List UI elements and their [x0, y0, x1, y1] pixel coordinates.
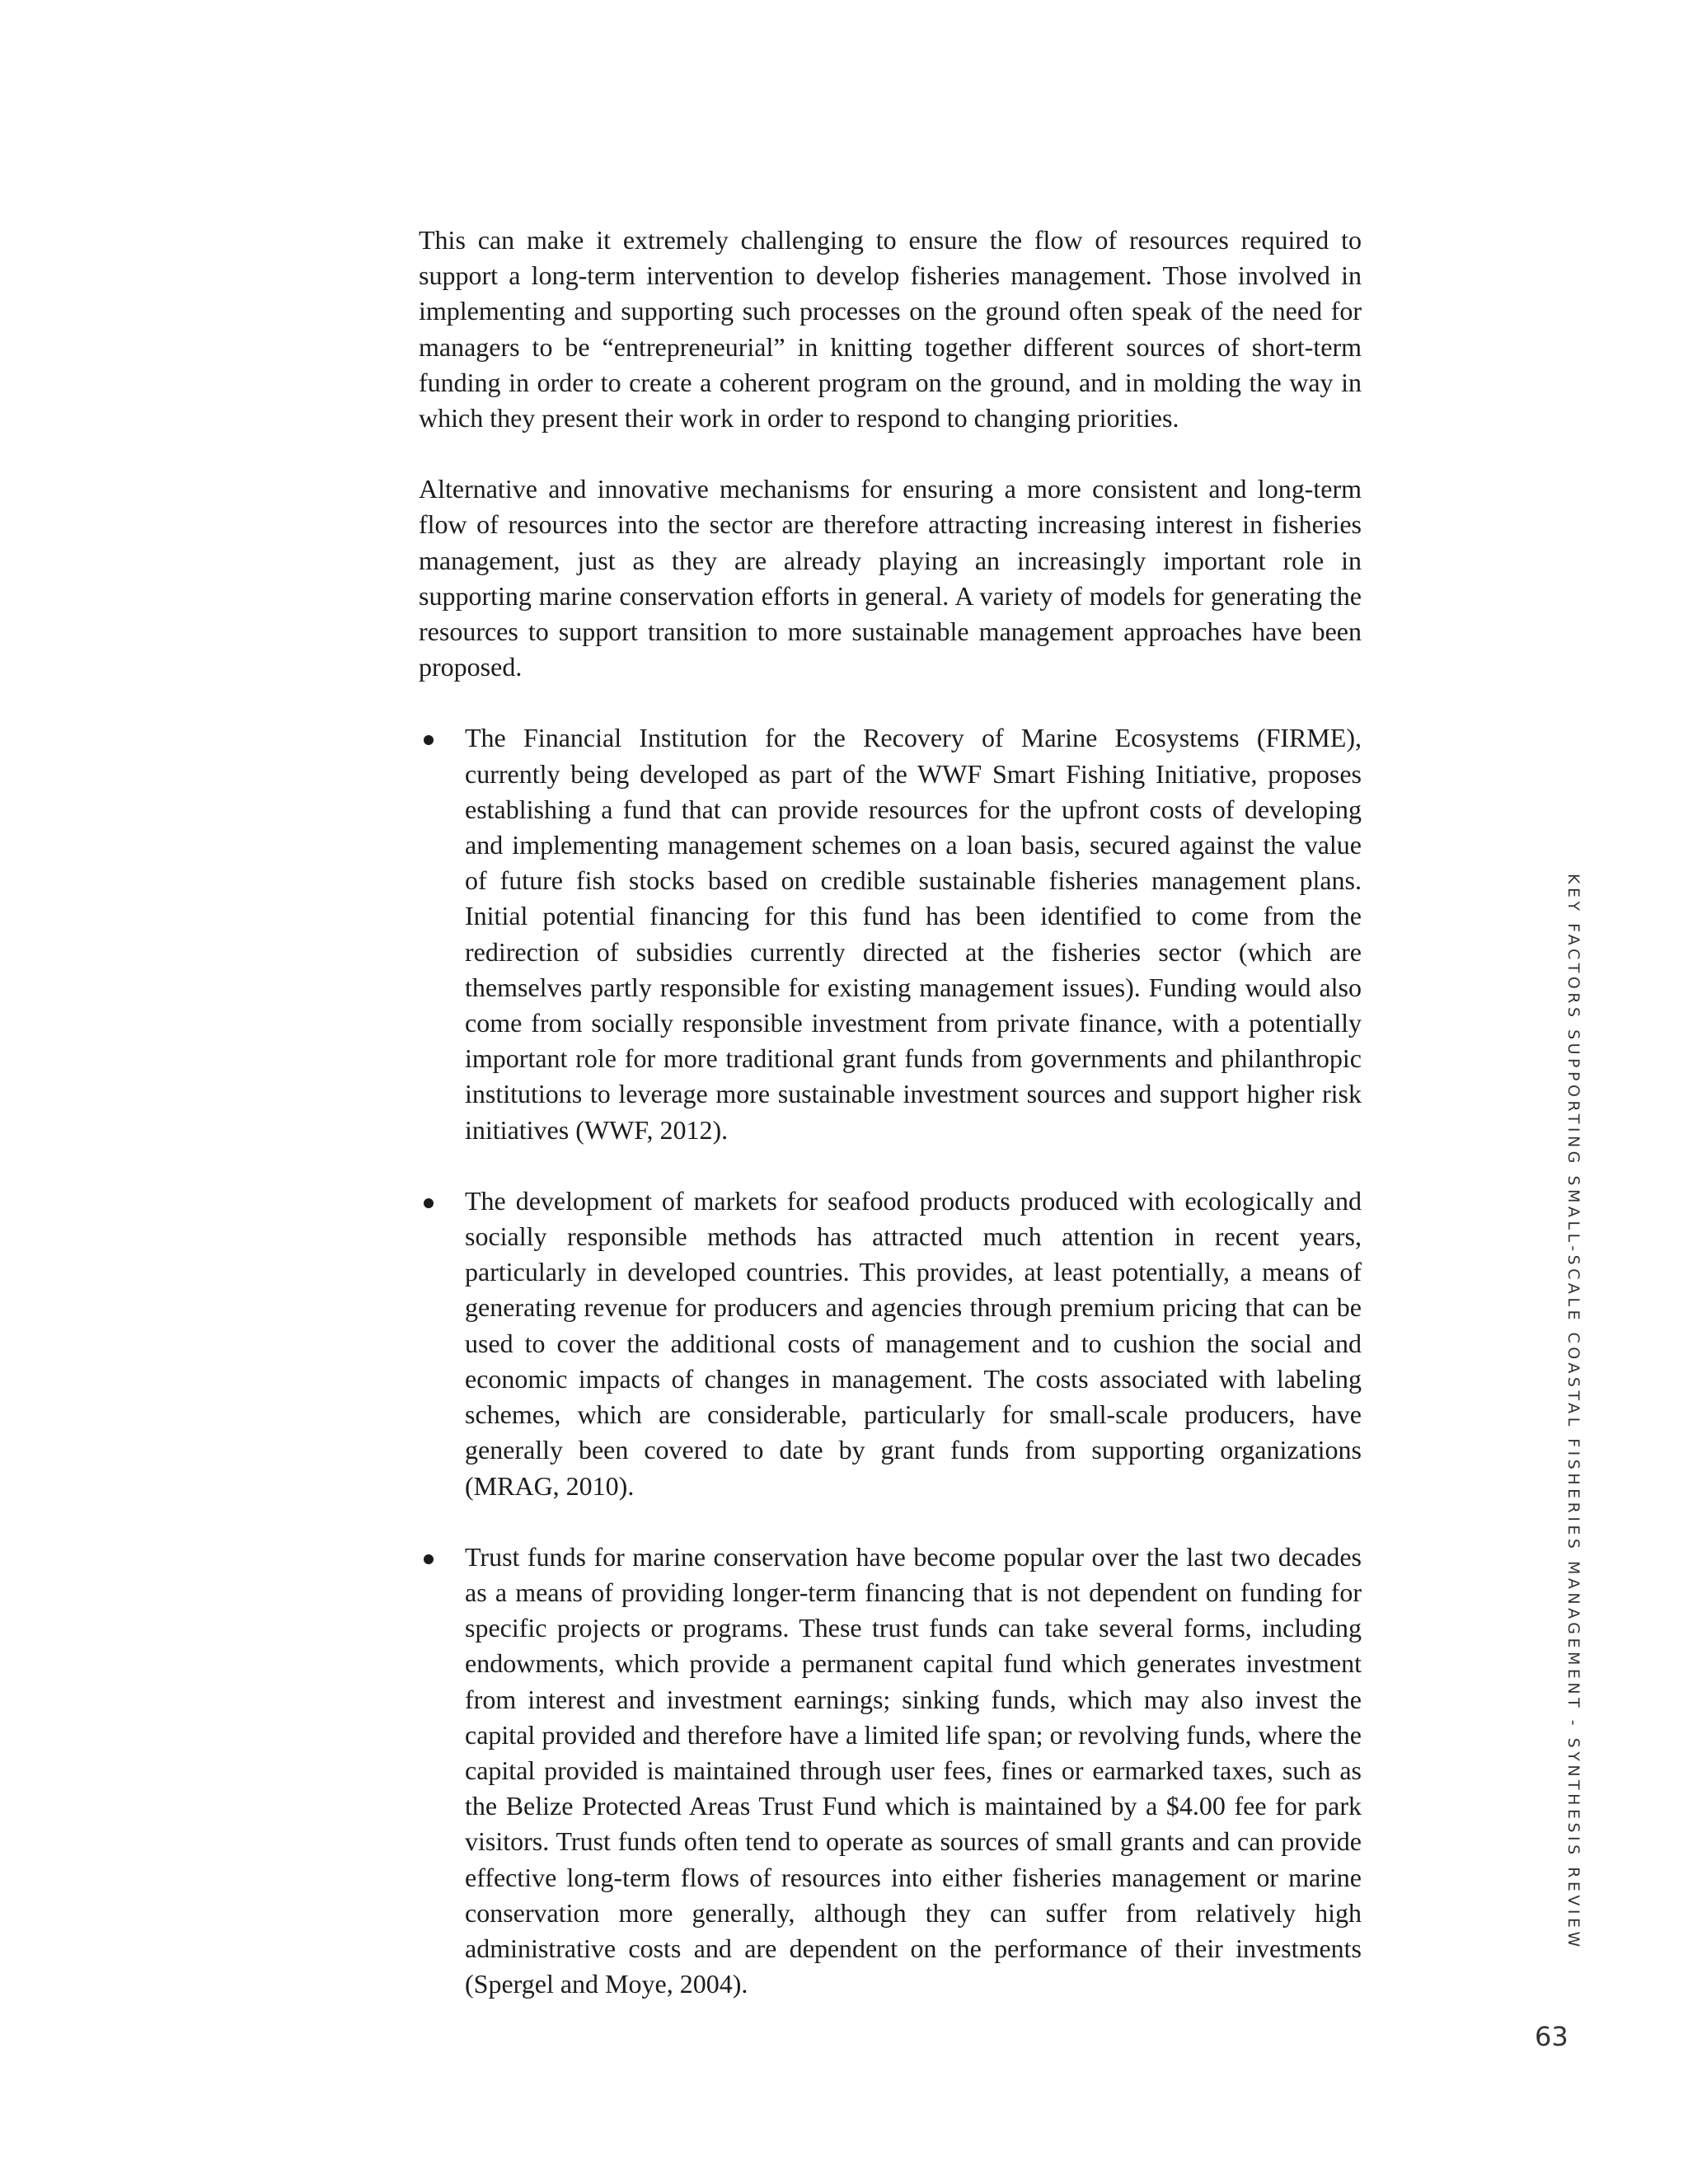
- bullet-icon: [424, 1554, 434, 1564]
- bullet-icon: [424, 1198, 434, 1208]
- list-item: [419, 1183, 1362, 1504]
- body-text: [419, 223, 1362, 2037]
- bullet-icon: [424, 735, 434, 745]
- bullet-text: Trust funds for marine conservation have become popular over the last two decades as a means of providing longer-term financing that is not dependent on funding for specific projects or programs. These trust funds can take several forms, including endowments, which provide a permanent capital fund which generates investment from interest and investment earnings; sinking funds, which may also invest the capital provided and therefore have a limited life span; or revolving funds, where the capital provided is maintained through user fees, fines or earmarked taxes, such as the Belize Protected Areas Trust Fund which is maintained by a $4.00 fee for park visitors. Trust funds often tend to operate as sources of small grants and can provide effective long-term flows of resources into either fisheries management or marine conservation more generally, although they can suffer from relatively high administrative costs and are dependent on the performance of their investments (Spergel and Moye, 2004).: [465, 1541, 1362, 1999]
- bullet-list: [419, 720, 1362, 2002]
- list-item: [419, 1540, 1362, 2003]
- running-header: KEY FACTORS SUPPORTING SMALL-SCALE COASTAL FISHERIES MANAGEMENT - SYNTHESIS REVIEW: [1564, 874, 1582, 1951]
- bullet-text: The development of markets for seafood products produced with ecologically and socially responsible methods has attracted much attention in recent years, particularly in developed countries. This provides, at least potentially, a means of generating revenue for producers and agencies through premium pricing that can be used to cover the additional costs of management and to cushion the social and economic impacts of changes in management. The costs associated with labeling schemes, which are considerable, particularly for small-scale producers, have generally been covered to date by grant funds from supporting organizations (MRAG, 2010).: [465, 1185, 1362, 1501]
- bullet-text: The Financial Institution for the Recovery of Marine Ecosystems (FIRME), currently being developed as part of the WWF Smart Fishing Initiative, proposes establishing a fund that can provide resources for the upfront costs of developing and implementing management schemes on a loan basis, secured against the value of future fish stocks based on credible sustainable fisheries management plans. Initial potential financing for this fund has been identified to come from the redirection of subsidies currently directed at the fisheries sector (which are themselves partly responsible for existing management issues). Funding would also come from socially responsible investment from private finance, with a potentially important role for more traditional grant funds from governments and philanthropic institutions to leverage more sustainable investment sources and support higher risk initiatives (WWF, 2012).: [465, 723, 1362, 1145]
- paragraph: Alternative and innovative mechanisms for ensuring a more consistent and long-term flow of resources into the sector are therefore attracting increasing interest in fisheries management, just as they are already playing an increasingly important role in supporting marine conservation efforts in general. A variety of models for generating the resources to support transition to more sustainable management approaches have been proposed.: [419, 474, 1362, 682]
- page-number: 63: [1535, 2021, 1568, 2052]
- paragraph: This can make it extremely challenging to ensure the flow of resources required to support a long-term intervention to develop fisheries management. Those involved in implementing and supporting such processes on the ground often speak of the need for managers to be “entrepreneurial” in knitting together different sources of short-term funding in order to create a coherent program on the ground, and in molding the way in which they present their work in order to respond to changing priorities.: [419, 225, 1362, 434]
- list-item: [419, 720, 1362, 1147]
